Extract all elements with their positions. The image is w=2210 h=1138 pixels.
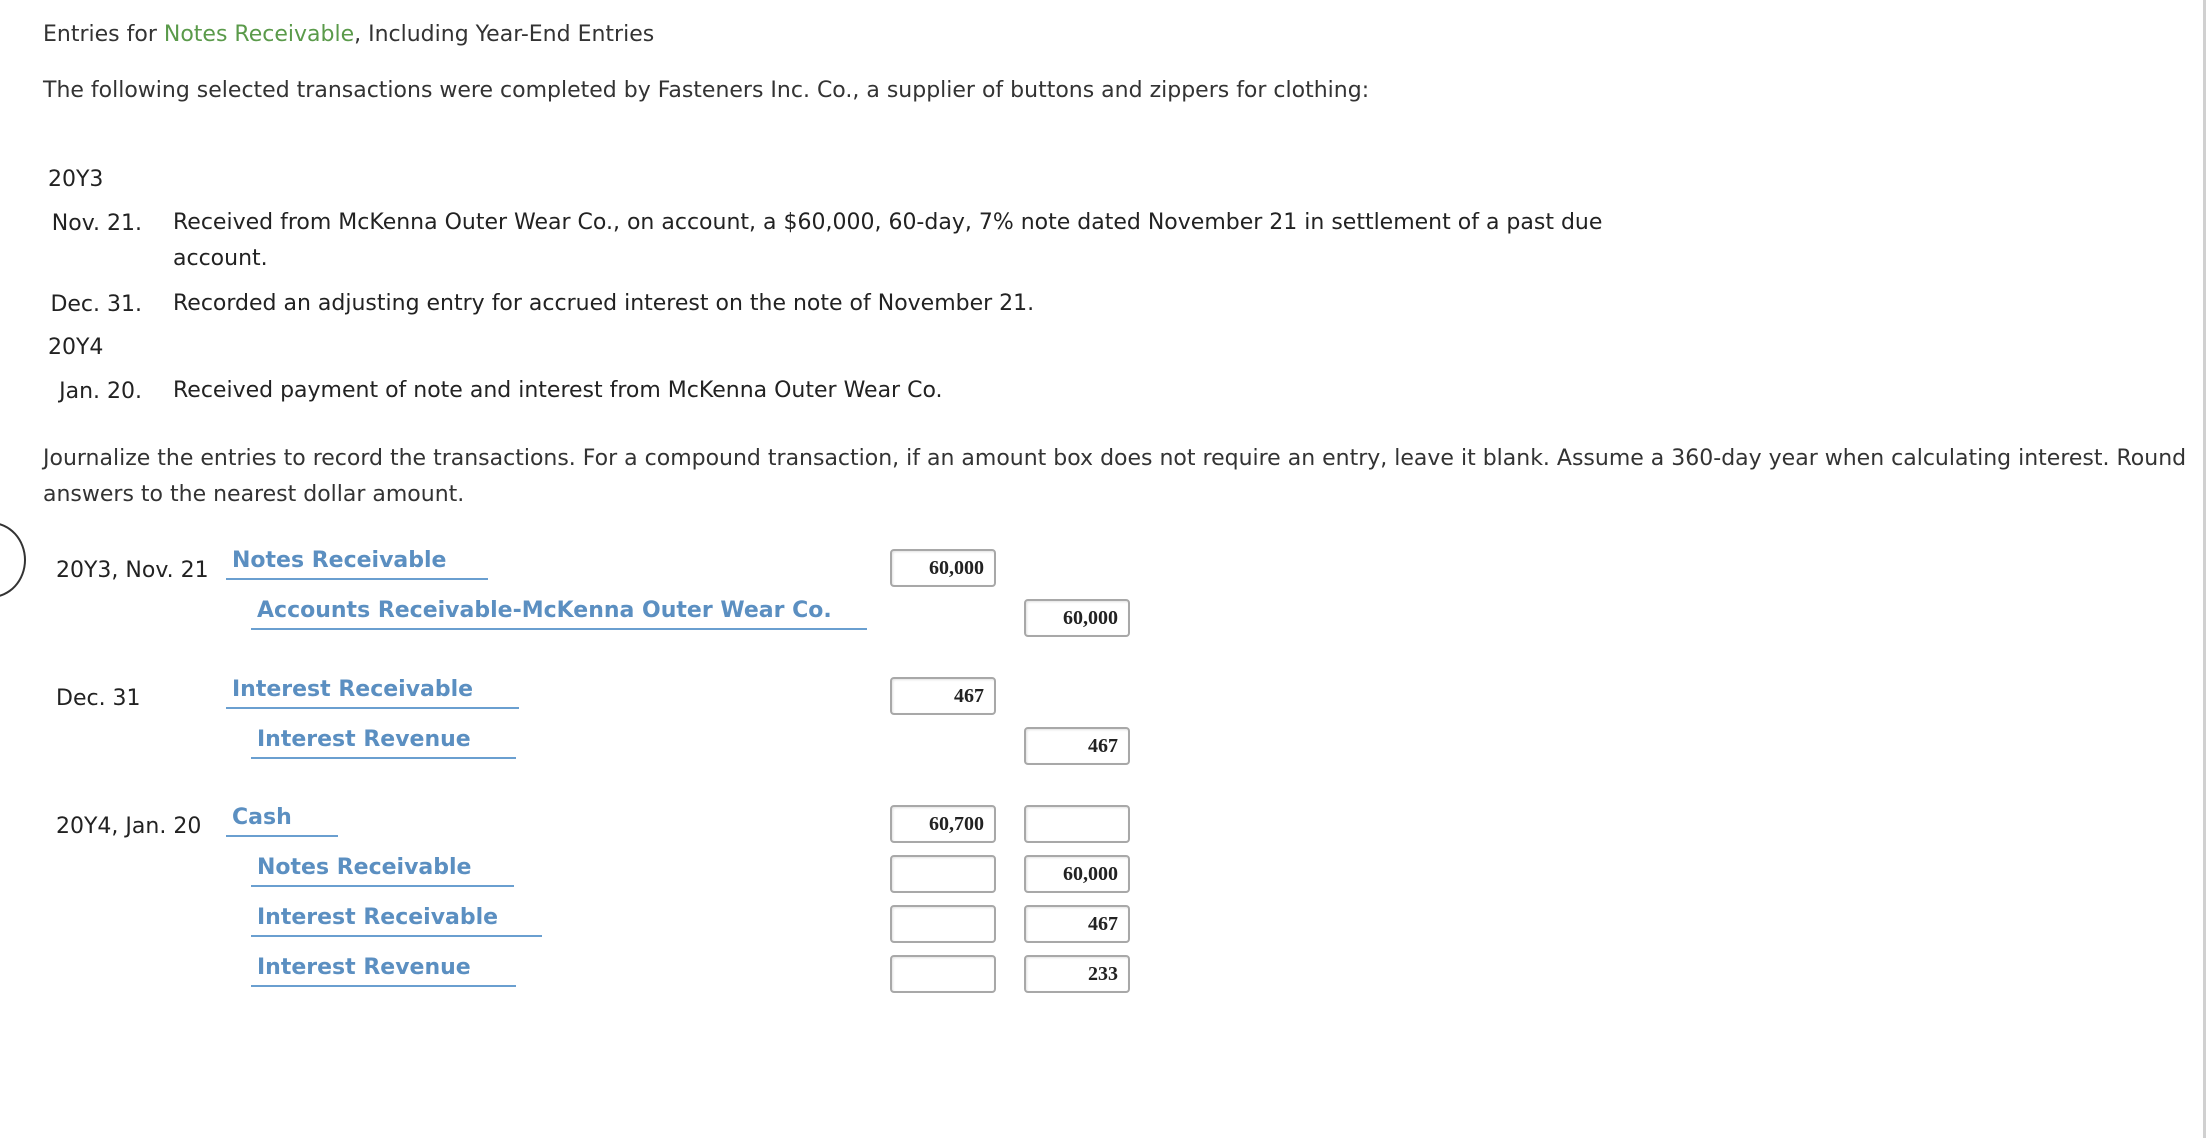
debit-input[interactable] [890,855,996,893]
credit-input[interactable]: 60,000 [1024,599,1130,637]
credit-input[interactable] [1024,805,1130,843]
circle-marker [0,522,26,598]
problem-title [43,22,654,47]
transaction-date-jan20: Jan. 20. [59,379,142,404]
journal-date-dec31: Dec. 31 [56,686,141,711]
debit-input[interactable] [890,955,996,993]
credit-input[interactable]: 233 [1024,955,1130,993]
account-select-cash[interactable]: Cash [226,805,338,837]
credit-input[interactable]: 467 [1024,905,1130,943]
transaction-date-dec31: Dec. 31. [50,292,142,317]
account-select-interest-revenue[interactable]: Interest Revenue [251,727,516,759]
account-select-interest-revenue[interactable]: Interest Revenue [251,955,516,987]
debit-input[interactable]: 60,000 [890,549,996,587]
account-select-interest-receivable[interactable]: Interest Receivable [251,905,542,937]
account-select-interest-receivable[interactable]: Interest Receivable [226,677,519,709]
transaction-date-nov21: Nov. 21. [51,211,142,236]
transaction-desc-dec31: Recorded an adjusting entry for accrued interest on the note of November 21. [173,291,1035,316]
account-select-notes-receivable[interactable]: Notes Receivable [251,855,514,887]
transaction-desc-jan20: Received payment of note and interest from McKenna Outer Wear Co. [173,378,943,403]
account-select-notes-receivable[interactable]: Notes Receivable [226,548,488,580]
page-right-border [2203,0,2206,1138]
transaction-desc-nov21: Received from McKenna Outer Wear Co., on account, a $60,000, 60-day, 7% note dated November 21 in settlement of a past due account. [173,210,1603,271]
journal-date-nov21: 20Y3, Nov. 21 [56,558,209,583]
year-label-20y4: 20Y4 [48,335,104,360]
title-suffix: , Including Year-End Entries [354,22,655,47]
title-prefix: Entries for [43,22,164,47]
credit-input[interactable]: 60,000 [1024,855,1130,893]
debit-input[interactable]: 60,700 [890,805,996,843]
journal-date-jan20: 20Y4, Jan. 20 [56,814,202,839]
notes-receivable-link[interactable]: Notes Receivable [163,22,355,47]
instructions-text: Journalize the entries to record the transactions. For a compound transaction, if an amount box does not require an entry, leave it blank. Assume a 360-day year when calculating interest. Round answers to the nearest dollar amount. [43,446,2187,507]
account-select-accounts-receivable[interactable]: Accounts Receivable-McKenna Outer Wear Co. [251,598,867,630]
year-label-20y3: 20Y3 [48,167,104,192]
debit-input[interactable]: 467 [890,677,996,715]
debit-input[interactable] [890,905,996,943]
problem-intro: The following selected transactions were completed by Fasteners Inc. Co., a supplier of buttons and zippers for clothing: [43,78,1370,103]
credit-input[interactable]: 467 [1024,727,1130,765]
